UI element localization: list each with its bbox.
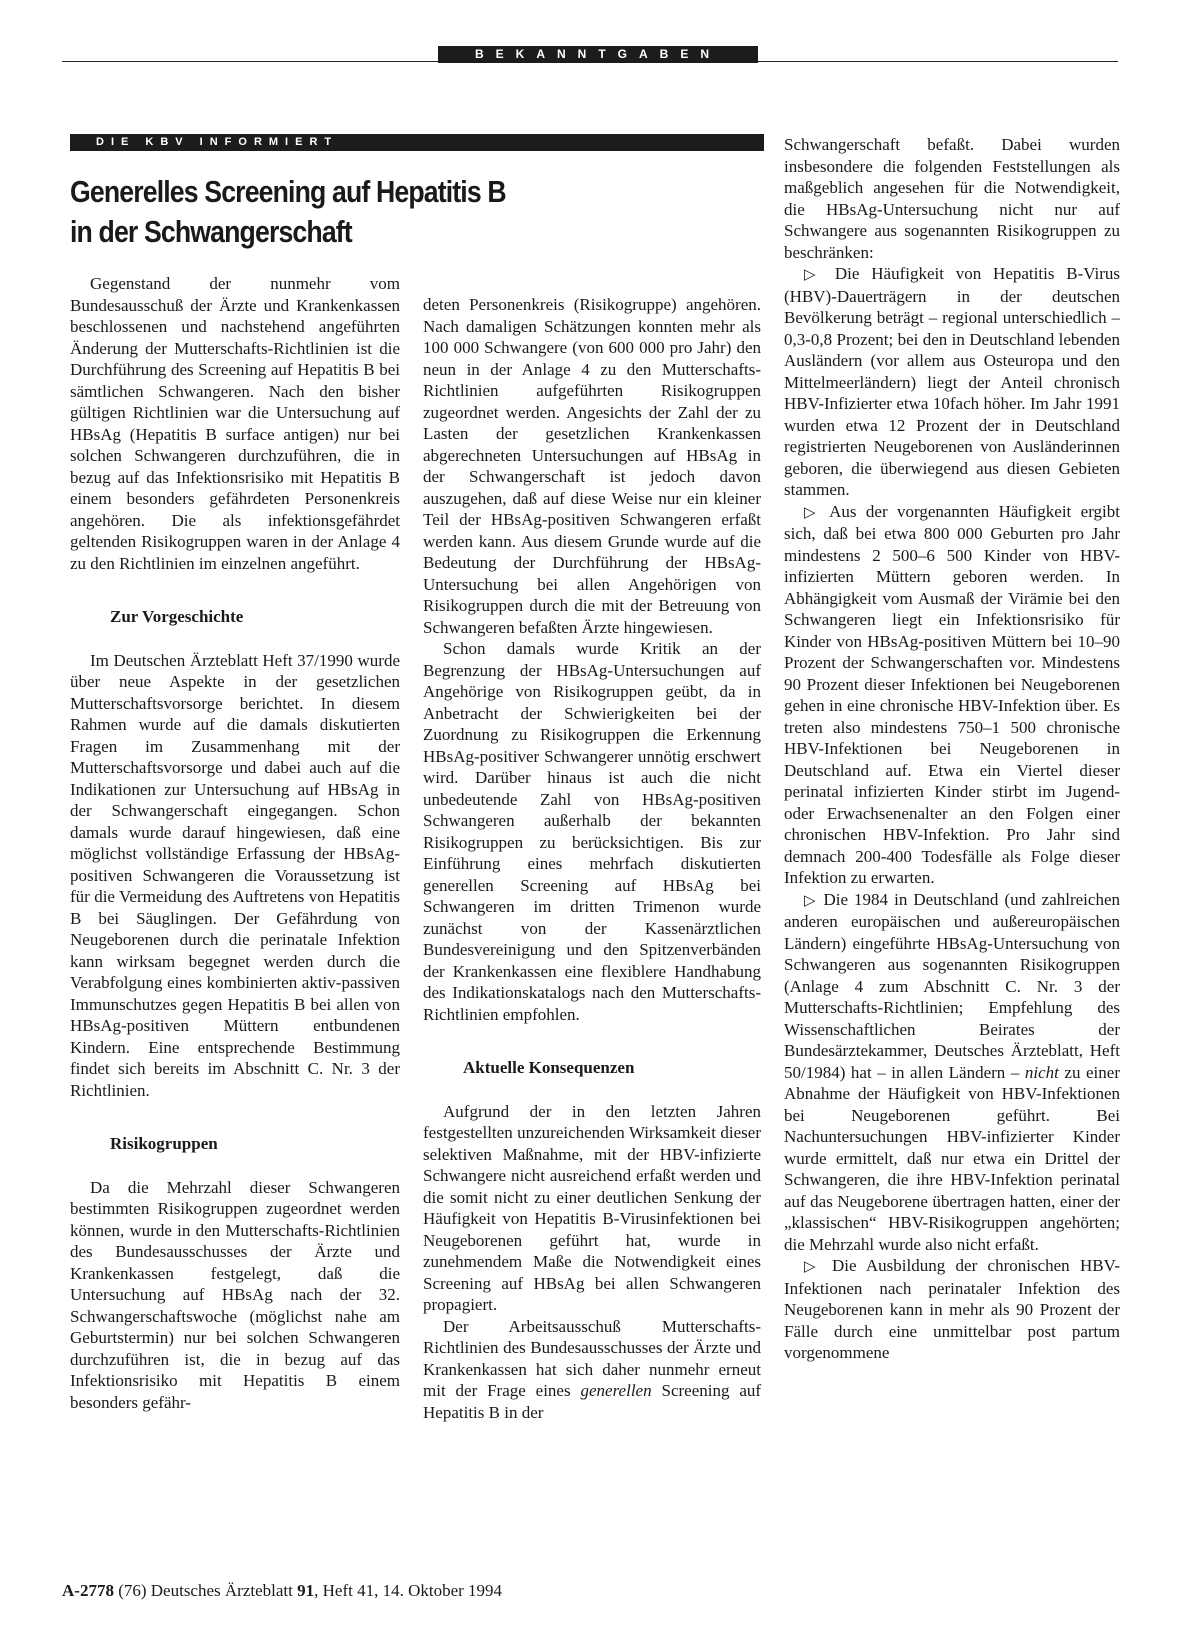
page-info: (76) Deutsches Ärzteblatt [118,1581,293,1600]
intro-paragraph: Gegenstand der nunmehr vom Bundesausschuß der Ärzte und Krankenkassen beschlossenen und nachstehend angeführten Änderung der Mutterschafts-Richtlinien ist die Durchführung des Screening auf Hepatitis B bei sämtlichen Schwangeren. Nach den bisher gültigen Richtlinien war die Untersuchung auf HBsAg (Hepatitis B surface antigen) nur bei solchen Schwangeren durchzuführen, die in bezug auf das Infektionsrisiko mit Hepatitis B einem besonders gefährdeten Personenkreis angehören. Die als infektionsgefährdet geltenden Risikogruppen waren in der Anlage 4 zu den Richtlinien im einzelnen angeführt. [70,274,400,573]
column-1 [70,273,400,1413]
triangle-bullet-icon: ▷ [804,1257,822,1275]
volume-number: 91 [297,1581,315,1600]
heading-konsequenzen: Aktuelle Konsequenzen [463,1058,635,1077]
paragraph-col2-a: deten Personenkreis (Risikogruppe) angehören. Nach damaligen Schätzungen konnten mehr als 100 000 Schwangere (von 600 000 pro Jahr) den neun in der Anlage 4 zu den Mutterschafts-Richtlinien aufgeführten Risikogruppen zugeordnet werden. Angesichts der Zahl der zu Lasten der gesetzlichen Krankenkassen abgerechneten Untersuchungen auf HBsAg in der Schwangerschaft ist jedoch davon auszugehen, daß auf diese Weise nur ein kleiner Teil der HBsAg-positiven Schwangeren erfaßt werden kann. Aus diesem Grunde wurde auf die Bedeutung der Durchführung der HBsAg-Untersuchung bei allen Angehörigen von Risikogruppen durch die mit der Betreuung von Schwangeren befaßten Ärzte hingewiesen. [423,295,761,637]
triangle-bullet-icon: ▷ [804,890,818,909]
bullet-item-1 [784,263,1120,501]
article-title [70,172,663,252]
paragraph-vorgeschichte: Im Deutschen Ärzteblatt Heft 37/1990 wurde über neue Aspekte in der gesetzlichen Mutterschaftsvorsorge berichtet. In diesem Rahmen wurde auf die damals diskutierten Fragen im Zusammenhang mit der Mutterschaftsvorsorge und dabei auch auf die Indikationen zur Untersuchung auf HBsAg in der Schwangerschaft eingegangen. Schon damals wurde darauf hingewiesen, daß eine möglichst vollständige Erfassung der HBsAg-positiven Schwangeren die Voraussetzung ist für die Vermeidung des Auftretens von Hepatitis B bei Säuglingen. Der Gefährdung von Neugeborenen durch die perinatale Infektion kann wirksam begegnet werden durch die Verabfolgung eines kombinierten aktiv-passiven Immunschutzes gegen Hepatitis B bei allen von HBsAg-positiven Müttern entbundenen Kindern. Eine entsprechende Bestimmung findet sich bereits im Abschnitt C. Nr. 3 der Richtlinien. [70,650,400,1100]
section-tag: BEKANNTGABEN [438,46,758,63]
konsequenzen-b-text-1: Der Arbeitsausschuß Mutterschafts-Richtlinien des Bundesausschusses der Ärzte und Krankenkassen hat sich daher nunmehr erneut mit der Frage eines [423,1316,761,1400]
paragraph-col3-a: Schwangerschaft befaßt. Dabei wurden insbesondere die folgenden Feststellungen als maßgeblich angesehen für die Notwendigkeit, die HBsAg-Untersuchung nicht nur auf Schwangere aus sogenannten Risikogruppen zu beschränken: [784,135,1120,262]
bullet-3-emphasis: nicht [1024,1062,1059,1082]
bullet-3-text-b: zu einer Abnahme der Häufigkeit von HBV-Infektionen bei Neugeborenen geführt. Bei Nachuntersuchungen HBV-infizierter Kinder wurde ermittelt, daß nur etwa ein Drittel der Schwangeren, die ihre HBV-Infektion perinatal auf das Neugeborene übertragen hatten, einer der „klassischen“ HBV-Risikogruppen angehörten; die Mehrzahl wurde also nicht erfaßt. [784,1062,1120,1254]
triangle-bullet-icon: ▷ [804,265,824,283]
paragraph-konsequenzen-a: Aufgrund der in den letzten Jahren festgestellten unzureichenden Wirksamkeit dieser selektiven Maßnahme, mit der HBV-infizierte Schwangere nicht ausreichend erfaßt werden und die somit nicht zu einer deutlichen Senkung der Häufigkeit von Hepatitis B-Virusinfektionen bei Neugeborenen geführt hat, wurde in zunehmendem Maße die Notwendigkeit eines Screening auf HBsAg bei allen Schwangeren propagiert. [423,1101,761,1314]
konsequenzen-b-emphasis: generellen [580,1381,652,1400]
bullet-3-text-a: Die 1984 in Deutschland (und zahlreichen anderen europäischen und außereuropäischen Ländern) eingeführte HBsAg-Untersuchung von Schwangeren aus sogenannten Risikogruppen (Anlage 4 zum Abschnitt C. Nr. 3 der Mutterschafts-Richtlinien; Empfehlung des Wissenschaftlichen Beirates der Bundesärztekammer, Deutsches Ärzteblatt, Heft 50/1984) hat – in allen Ländern – [784,889,1121,1082]
title-line-1: Generelles Screening auf Hepatitis B [70,174,506,209]
issue-info: , Heft 41, 14. Oktober 1994 [314,1581,503,1600]
title-line-2: in der Schwangerschaft [70,214,352,249]
bullet-item-2 [784,501,1120,889]
bullet-1-text: Die Häufigkeit von Hepatitis B-Virus (HBV)-Dauerträgern in der deutschen Bevölkerung beträgt – regional unterschiedlich – 0,3-0,8 Prozent; bei den in Deutschland lebenden Ausländern (vor allem aus Osteuropa und den Mittelmeerländern) liegt der Anteil chronisch HBV-Infizierter etwa 10fach höher. Im Jahr 1991 wurden etwa 12 Prozent der in Deutschland registrierten Neugeborenen von Ausländerinnen geboren, die überwiegend aus diesen Gebieten stammen. [784,264,1120,499]
page-code: A-2778 [62,1581,114,1600]
paragraph-col2-b: Schon damals wurde Kritik an der Begrenzung der HBsAg-Untersuchungen auf Angehörige von Risikogruppen geübt, da in Anbetracht der Schwierigkeiten bei der Zuordnung zu Risikogruppen die Erkennung HBsAg-positiver Schwangerer unnötig erschwert wird. Darüber hinaus ist auch die nicht unbedeutende Zahl von HBsAg-positiven Schwangeren außerhalb der bekannten Risikogruppen zu berücksichtigen. Bis zur Einführung eines mehrfach diskutierten generellen Screening auf HBsAg bei Schwangeren im dritten Trimenon wurde zunächst von der Kassenärztlichen Bundesvereinigung und den Spitzenverbänden der Krankenkassen eine flexiblere Handhabung des Indikationskatalogs nach den Mutterschafts-Richtlinien empfohlen. [423,639,761,1024]
paragraph-risikogruppen: Da die Mehrzahl dieser Schwangeren bestimmten Risikogruppen zugeordnet werden können, wurde in den Mutterschafts-Richtlinien des Bundesausschusses der Ärzte und Krankenkassen festgelegt, daß die Untersuchung auf HBsAg nach der 32. Schwangerschaftswoche (möglichst nahe am Geburtstermin) nur bei solchen Schwangeren durchzuführen ist, die in bezug auf das Infektionsrisiko mit Hepatitis B einem besonders gefähr- [70,1177,400,1412]
bullet-item-3 [784,889,1120,1256]
column-3 [784,134,1120,1364]
bullet-2-text: Aus der vorgenannten Häufigkeit ergibt sich, daß bei etwa 800 000 Geburten pro Jahr mindestens 2 500–6 500 Kinder von HBV-infizierten Müttern geboren werden. In Abhängigkeit vom Ausmaß der Virämie bei den Schwangeren liegt ein Infektionsrisiko für Kinder von HBsAg-positiven Müttern bei 10–90 Prozent der Schwangerschaften vor. Mindestens 90 Prozent dieser Infektionen bei Neugeborenen gehen in eine chronische HBV-Infektion über. Es treten also mindestens 750–1 500 chronische HBV-Infektionen bei Neugeborenen in Deutschland auf. Etwa ein Viertel dieser perinatal infizierten Kinder stirbt im Jugend- oder Erwachsenenalter an den Folgen einer chronischen HBV-Infektion. Pro Jahr sind demnach 200-400 Todesfälle als Folge dieser Infektion zu erwarten. [784,501,1121,887]
heading-risikogruppen: Risikogruppen [110,1134,218,1153]
triangle-bullet-icon: ▷ [804,502,821,521]
konsequenzen-b-text-2: Screening auf Hepatitis B in der [423,1381,762,1422]
bullet-4-text: Die Ausbildung der chronischen HBV-Infektionen nach perinataler Infektion des Neugeborenen kann in mehr als 90 Prozent der Fälle durch eine unmittelbar post partum vorgenommene [784,1256,1120,1362]
bullet-item-4 [784,1255,1120,1364]
paragraph-konsequenzen-b [423,1316,761,1424]
page-footer [62,1581,502,1601]
heading-vorgeschichte: Zur Vorgeschichte [110,607,244,626]
column-2 [423,294,761,1423]
kicker-bar: DIE KBV INFORMIERT [70,134,764,151]
